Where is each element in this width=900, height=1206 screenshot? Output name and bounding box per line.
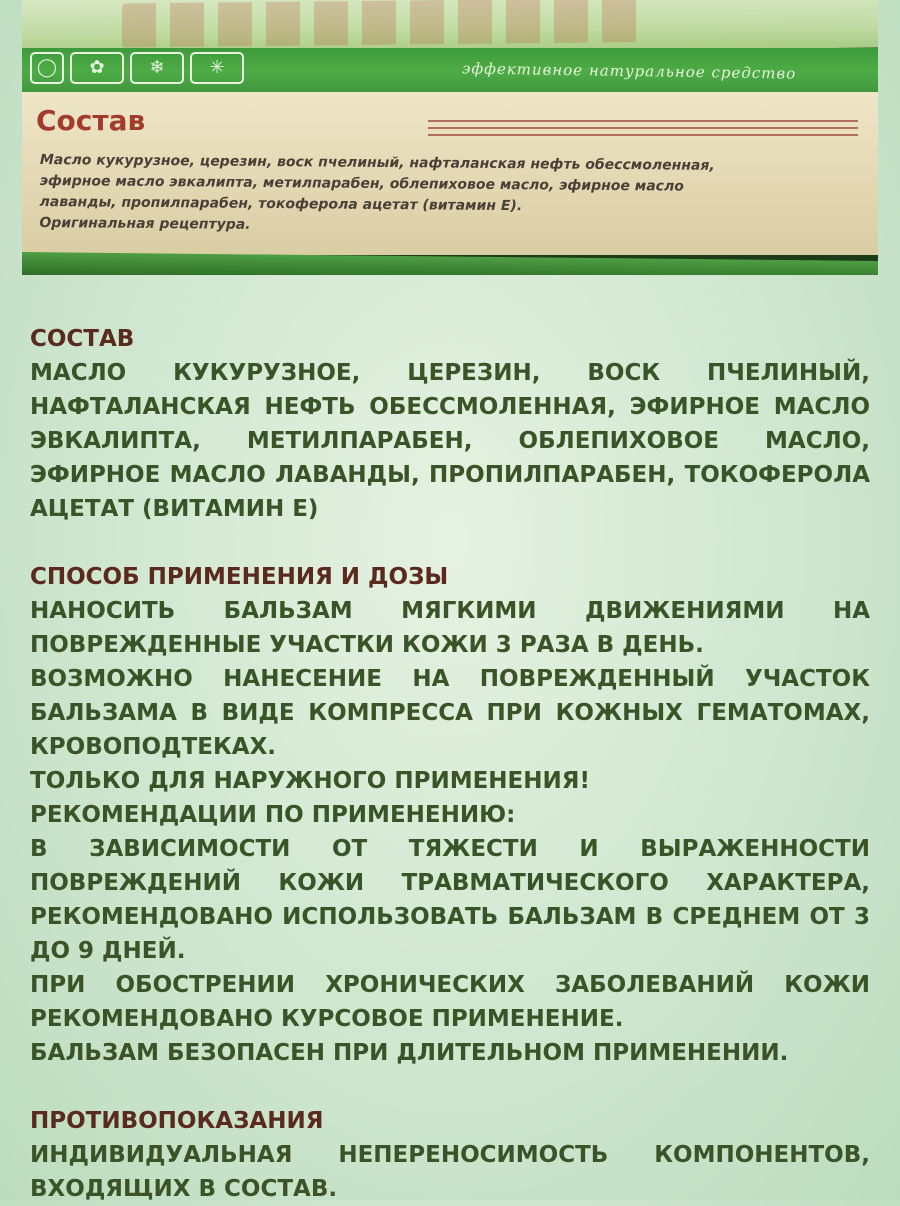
instructions bbox=[30, 322, 870, 1206]
photo-composition-heading: Состав bbox=[36, 104, 146, 137]
section-usage bbox=[30, 560, 870, 1070]
product-photo bbox=[22, 0, 878, 275]
ring-icon: ◯ bbox=[30, 52, 64, 84]
section-composition bbox=[30, 322, 870, 526]
photo-composition-text bbox=[39, 150, 870, 241]
photo-text-line: Масло кукурузное, церезин, воск пчелиный, нафталанская нефть обессмоленная, bbox=[39, 151, 715, 174]
paragraph: БАЛЬЗАМ БЕЗОПАСЕН ПРИ ДЛИТЕЛЬНОМ ПРИМЕНЕНИИ. bbox=[30, 1040, 789, 1066]
section-contraindications bbox=[30, 1104, 870, 1206]
paragraph: ПРИ ОБОСТРЕНИИ ХРОНИЧЕСКИХ ЗАБОЛЕВАНИЙ КОЖИ РЕКОМЕНДОВАНО КУРСОВОЕ ПРИМЕНЕНИЕ. bbox=[30, 972, 870, 1032]
snowflake-icon: ❄ bbox=[130, 52, 184, 84]
photo-text-line: лаванды, пропилпарабен, токоферола ацетат (витамин Е). bbox=[39, 193, 523, 215]
decorative-lines bbox=[428, 116, 858, 142]
paragraph: В ЗАВИСИМОСТИ ОТ ТЯЖЕСТИ И ВЫРАЖЕННОСТИ ПОВРЕЖДЕНИЙ КОЖИ ТРАВМАТИЧЕСКОГО ХАРАКТЕРА, РЕКОМЕНДОВАНО ИСПОЛЬЗОВАТЬ БАЛЬЗАМ В СРЕДНЕМ ОТ 3 ДО 9 ДНЕЙ. bbox=[30, 836, 870, 964]
paragraph: ВОЗМОЖНО НАНЕСЕНИЕ НА ПОВРЕЖДЕННЫЙ УЧАСТОК БАЛЬЗАМА В ВИДЕ КОМПРЕССА ПРИ КОЖНЫХ ГЕМАТОМАХ, КРОВОПОДТЕКАХ. bbox=[30, 666, 870, 760]
brand-logo-graphic bbox=[122, 0, 642, 47]
paragraph: РЕКОМЕНДАЦИИ ПО ПРИМЕНЕНИЮ: bbox=[30, 802, 516, 828]
section-title: СОСТАВ bbox=[30, 326, 135, 352]
flower-icon: ✿ bbox=[70, 52, 124, 84]
box-bottom-band bbox=[22, 252, 878, 275]
section-title: ПРОТИВОПОКАЗАНИЯ bbox=[30, 1108, 324, 1134]
product-tagline: эффективное натуральное средство bbox=[461, 59, 797, 83]
photo-text-line: эфирное масло эвкалипта, метилпарабен, облепиховое масло, эфирное масло bbox=[39, 172, 684, 195]
photo-text-line: Оригинальная рецептура. bbox=[39, 214, 251, 233]
paragraph: ТОЛЬКО ДЛЯ НАРУЖНОГО ПРИМЕНЕНИЯ! bbox=[30, 768, 590, 794]
paragraph: ИНДИВИДУАЛЬНАЯ НЕПЕРЕНОСИМОСТЬ КОМПОНЕНТОВ, ВХОДЯЩИХ В СОСТАВ. bbox=[30, 1142, 870, 1202]
feature-icons bbox=[30, 52, 244, 84]
burst-icon: ✳ bbox=[190, 52, 244, 84]
section-title: СПОСОБ ПРИМЕНЕНИЯ И ДОЗЫ bbox=[30, 564, 449, 590]
paragraph: НАНОСИТЬ БАЛЬЗАМ МЯГКИМИ ДВИЖЕНИЯМИ НА ПОВРЕЖДЕННЫЕ УЧАСТКИ КОЖИ 3 РАЗА В ДЕНЬ. bbox=[30, 598, 870, 658]
paragraph: МАСЛО КУКУРУЗНОЕ, ЦЕРЕЗИН, ВОСК ПЧЕЛИНЫЙ, НАФТАЛАНСКАЯ НЕФТЬ ОБЕССМОЛЕННАЯ, ЭФИРНОЕ МАСЛО ЭВКАЛИПТА, МЕТИЛПАРАБЕН, ОБЛЕПИХОВОЕ МАСЛО, ЭФИРНОЕ МАСЛО ЛАВАНДЫ, ПРОПИЛПАРАБЕН, ТОКОФЕРОЛА АЦЕТАТ (ВИТАМИН Е) bbox=[30, 360, 870, 522]
